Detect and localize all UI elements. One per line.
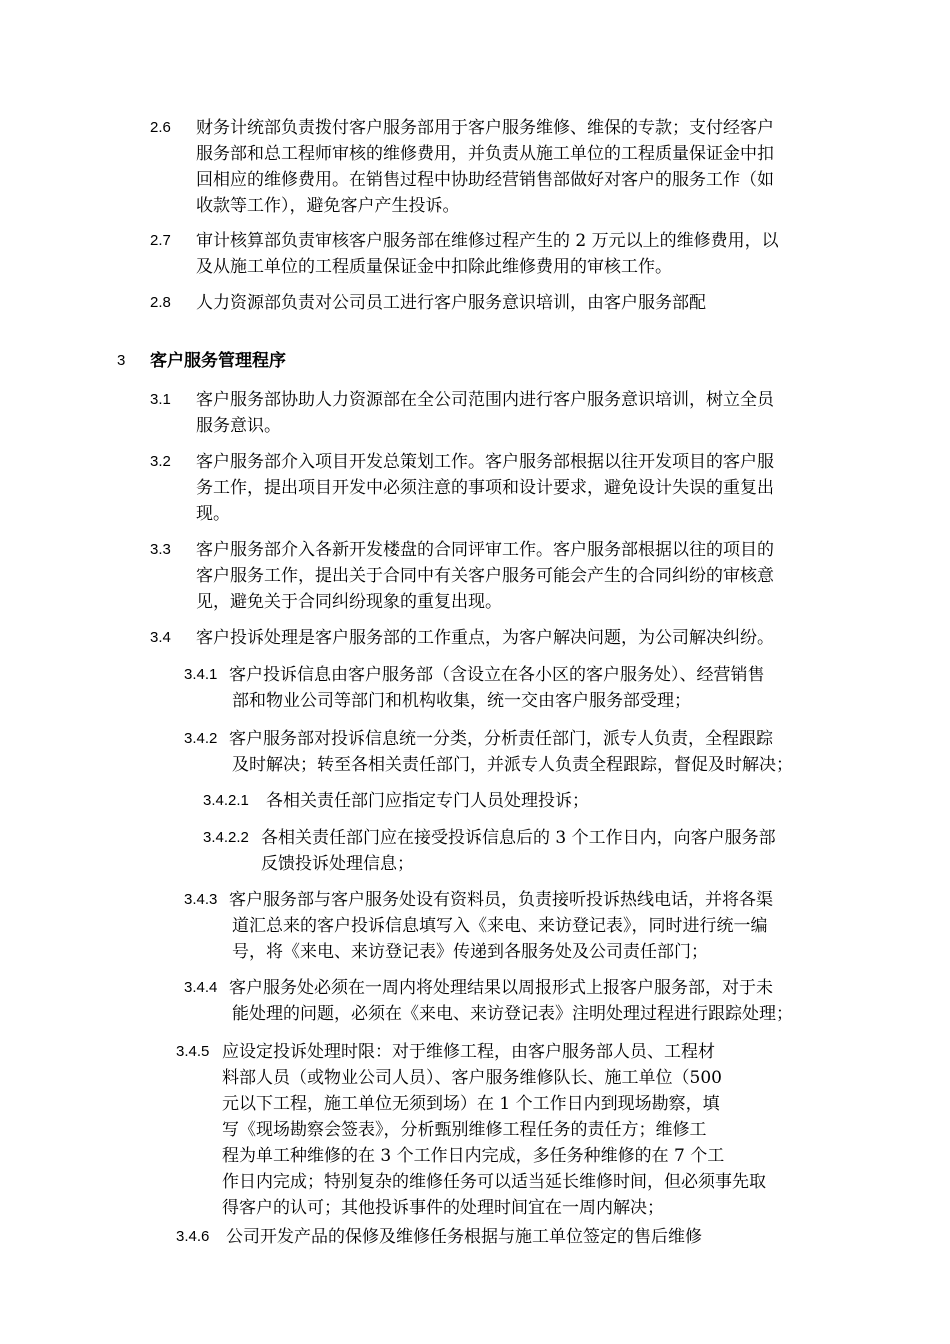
text-line: 客户服务部对投诉信息统一分类，分析责任部门，派专人负责，全程跟踪 bbox=[229, 729, 773, 749]
text-line: 应设定投诉处理时限：对于维修工程，由客户服务部人员、工程材 bbox=[222, 1042, 715, 1062]
clause-number: 3.4 bbox=[150, 629, 171, 646]
clause-number: 3.4.2.2 bbox=[203, 829, 249, 846]
text-line: 道汇总来的客户投诉信息填写入《来电、来访登记表》，同时进行统一编 bbox=[232, 916, 768, 936]
text-line: 务工作，提出项目开发中必须注意的事项和设计要求，避免设计失误的重复出 bbox=[196, 478, 774, 498]
text-line: 及从施工单位的工程质量保证金中扣除此维修费用的审核工作。 bbox=[196, 257, 672, 277]
text-line: 及时解决；转至各相关责任部门，并派专人负责全程跟踪，督促及时解决； bbox=[232, 755, 793, 775]
text-line: 现。 bbox=[196, 504, 230, 524]
text-line: 服务意识。 bbox=[196, 416, 281, 436]
text-line: 人力资源部负责对公司员工进行客户服务意识培训，由客户服务部配 bbox=[196, 293, 706, 313]
clause-text bbox=[196, 449, 774, 527]
clause-number: 3.4.2 bbox=[184, 730, 218, 747]
clause-number: 3.4.1 bbox=[184, 666, 218, 683]
clause-text bbox=[222, 1039, 766, 1221]
text-line: 回相应的维修费用。在销售过程中协助经营销售部做好对客户的服务工作（如 bbox=[196, 170, 774, 190]
clause-text bbox=[229, 887, 773, 965]
text-line: 程为单工种维修的在 3 个工作日内完成，多任务种维修的在 7 个工 bbox=[222, 1146, 725, 1166]
text-line: 公司开发产品的保修及维修任务根据与施工单位签定的售后维修 bbox=[226, 1227, 702, 1247]
clause-number: 3.4.4 bbox=[184, 979, 218, 996]
text-line: 部和物业公司等部门和机构收集，统一交由客户服务部受理； bbox=[232, 691, 691, 711]
text-line: 收款等工作），避免客户产生投诉。 bbox=[196, 196, 460, 216]
clause-number: 3.3 bbox=[150, 541, 171, 558]
section-number: 3 bbox=[117, 352, 126, 369]
clause-number: 3.4.6 bbox=[176, 1228, 210, 1245]
clause-number: 3.4.2.1 bbox=[203, 792, 249, 809]
clause-text bbox=[226, 1224, 702, 1250]
text-line: 客户投诉信息由客户服务部（含设立在各小区的客户服务处）、经营销售 bbox=[229, 665, 765, 685]
clause-number: 3.2 bbox=[150, 453, 171, 470]
text-line: 客户服务处必须在一周内将处理结果以周报形式上报客户服务部，对于未 bbox=[229, 978, 773, 998]
clause-text bbox=[196, 290, 706, 316]
clause-number: 2.7 bbox=[150, 232, 171, 249]
text-line: 审计核算部负责审核客户服务部在维修过程产生的 2 万元以上的维修费用，以 bbox=[196, 231, 779, 251]
text-line: 客户服务部协助人力资源部在全公司范围内进行客户服务意识培训，树立全员 bbox=[196, 390, 774, 410]
section-title bbox=[150, 348, 286, 374]
text-line: 客户服务部介入项目开发总策划工作。客户服务部根据以往开发项目的客户服 bbox=[196, 452, 774, 472]
clause-text bbox=[266, 788, 589, 814]
text-line: 客户服务部与客户服务处设有资料员，负责接听投诉热线电话，并将各渠 bbox=[229, 890, 773, 910]
clause-text bbox=[196, 228, 779, 280]
clause-text bbox=[196, 115, 774, 219]
clause-text bbox=[229, 975, 793, 1027]
text-line: 服务部和总工程师审核的维修费用，并负责从施工单位的工程质量保证金中扣 bbox=[196, 144, 774, 164]
clause-text bbox=[196, 625, 774, 651]
clause-text bbox=[196, 537, 774, 615]
text-line: 客户投诉处理是客户服务部的工作重点，为客户解决问题，为公司解决纠纷。 bbox=[196, 628, 774, 648]
text-line: 元以下工程，施工单位无须到场）在 1 个工作日内到现场勘察，填 bbox=[222, 1094, 720, 1114]
text-line: 作日内完成；特别复杂的维修任务可以适当延长维修时间，但必须事先取 bbox=[222, 1172, 766, 1192]
clause-text bbox=[196, 387, 774, 439]
text-line: 号，将《来电、来访登记表》传递到各服务处及公司责任部门； bbox=[232, 942, 708, 962]
text-line: 得客户的认可；其他投诉事件的处理时间宜在一周内解决； bbox=[222, 1198, 664, 1218]
clause-text bbox=[229, 662, 765, 714]
clause-text bbox=[229, 726, 793, 778]
text-line: 客户服务管理程序 bbox=[150, 351, 286, 371]
clause-number: 2.8 bbox=[150, 294, 171, 311]
text-line: 能处理的问题，必须在《来电、来访登记表》注明处理过程进行跟踪处理； bbox=[232, 1004, 793, 1024]
clause-number: 3.1 bbox=[150, 391, 171, 408]
clause-text bbox=[261, 825, 776, 877]
clause-number: 3.4.3 bbox=[184, 891, 218, 908]
text-line: 料部人员（或物业公司人员）、客户服务维修队长、施工单位（500 bbox=[222, 1068, 722, 1088]
text-line: 财务计统部负责拨付客户服务部用于客户服务维修、维保的专款；支付经客户 bbox=[196, 118, 774, 138]
text-line: 各相关责任部门应指定专门人员处理投诉； bbox=[266, 791, 589, 811]
clause-number: 3.4.5 bbox=[176, 1043, 210, 1060]
text-line: 客户服务部介入各新开发楼盘的合同评审工作。客户服务部根据以往的项目的 bbox=[196, 540, 774, 560]
text-line: 各相关责任部门应在接受投诉信息后的 3 个工作日内，向客户服务部 bbox=[261, 828, 776, 848]
text-line: 反馈投诉处理信息； bbox=[261, 854, 414, 874]
text-line: 客户服务工作，提出关于合同中有关客户服务可能会产生的合同纠纷的审核意 bbox=[196, 566, 774, 586]
text-line: 见，避免关于合同纠纷现象的重复出现。 bbox=[196, 592, 502, 612]
text-line: 写《现场勘察会签表》，分析甄别维修工程任务的责任方；维修工 bbox=[222, 1120, 707, 1140]
clause-number: 2.6 bbox=[150, 119, 171, 136]
